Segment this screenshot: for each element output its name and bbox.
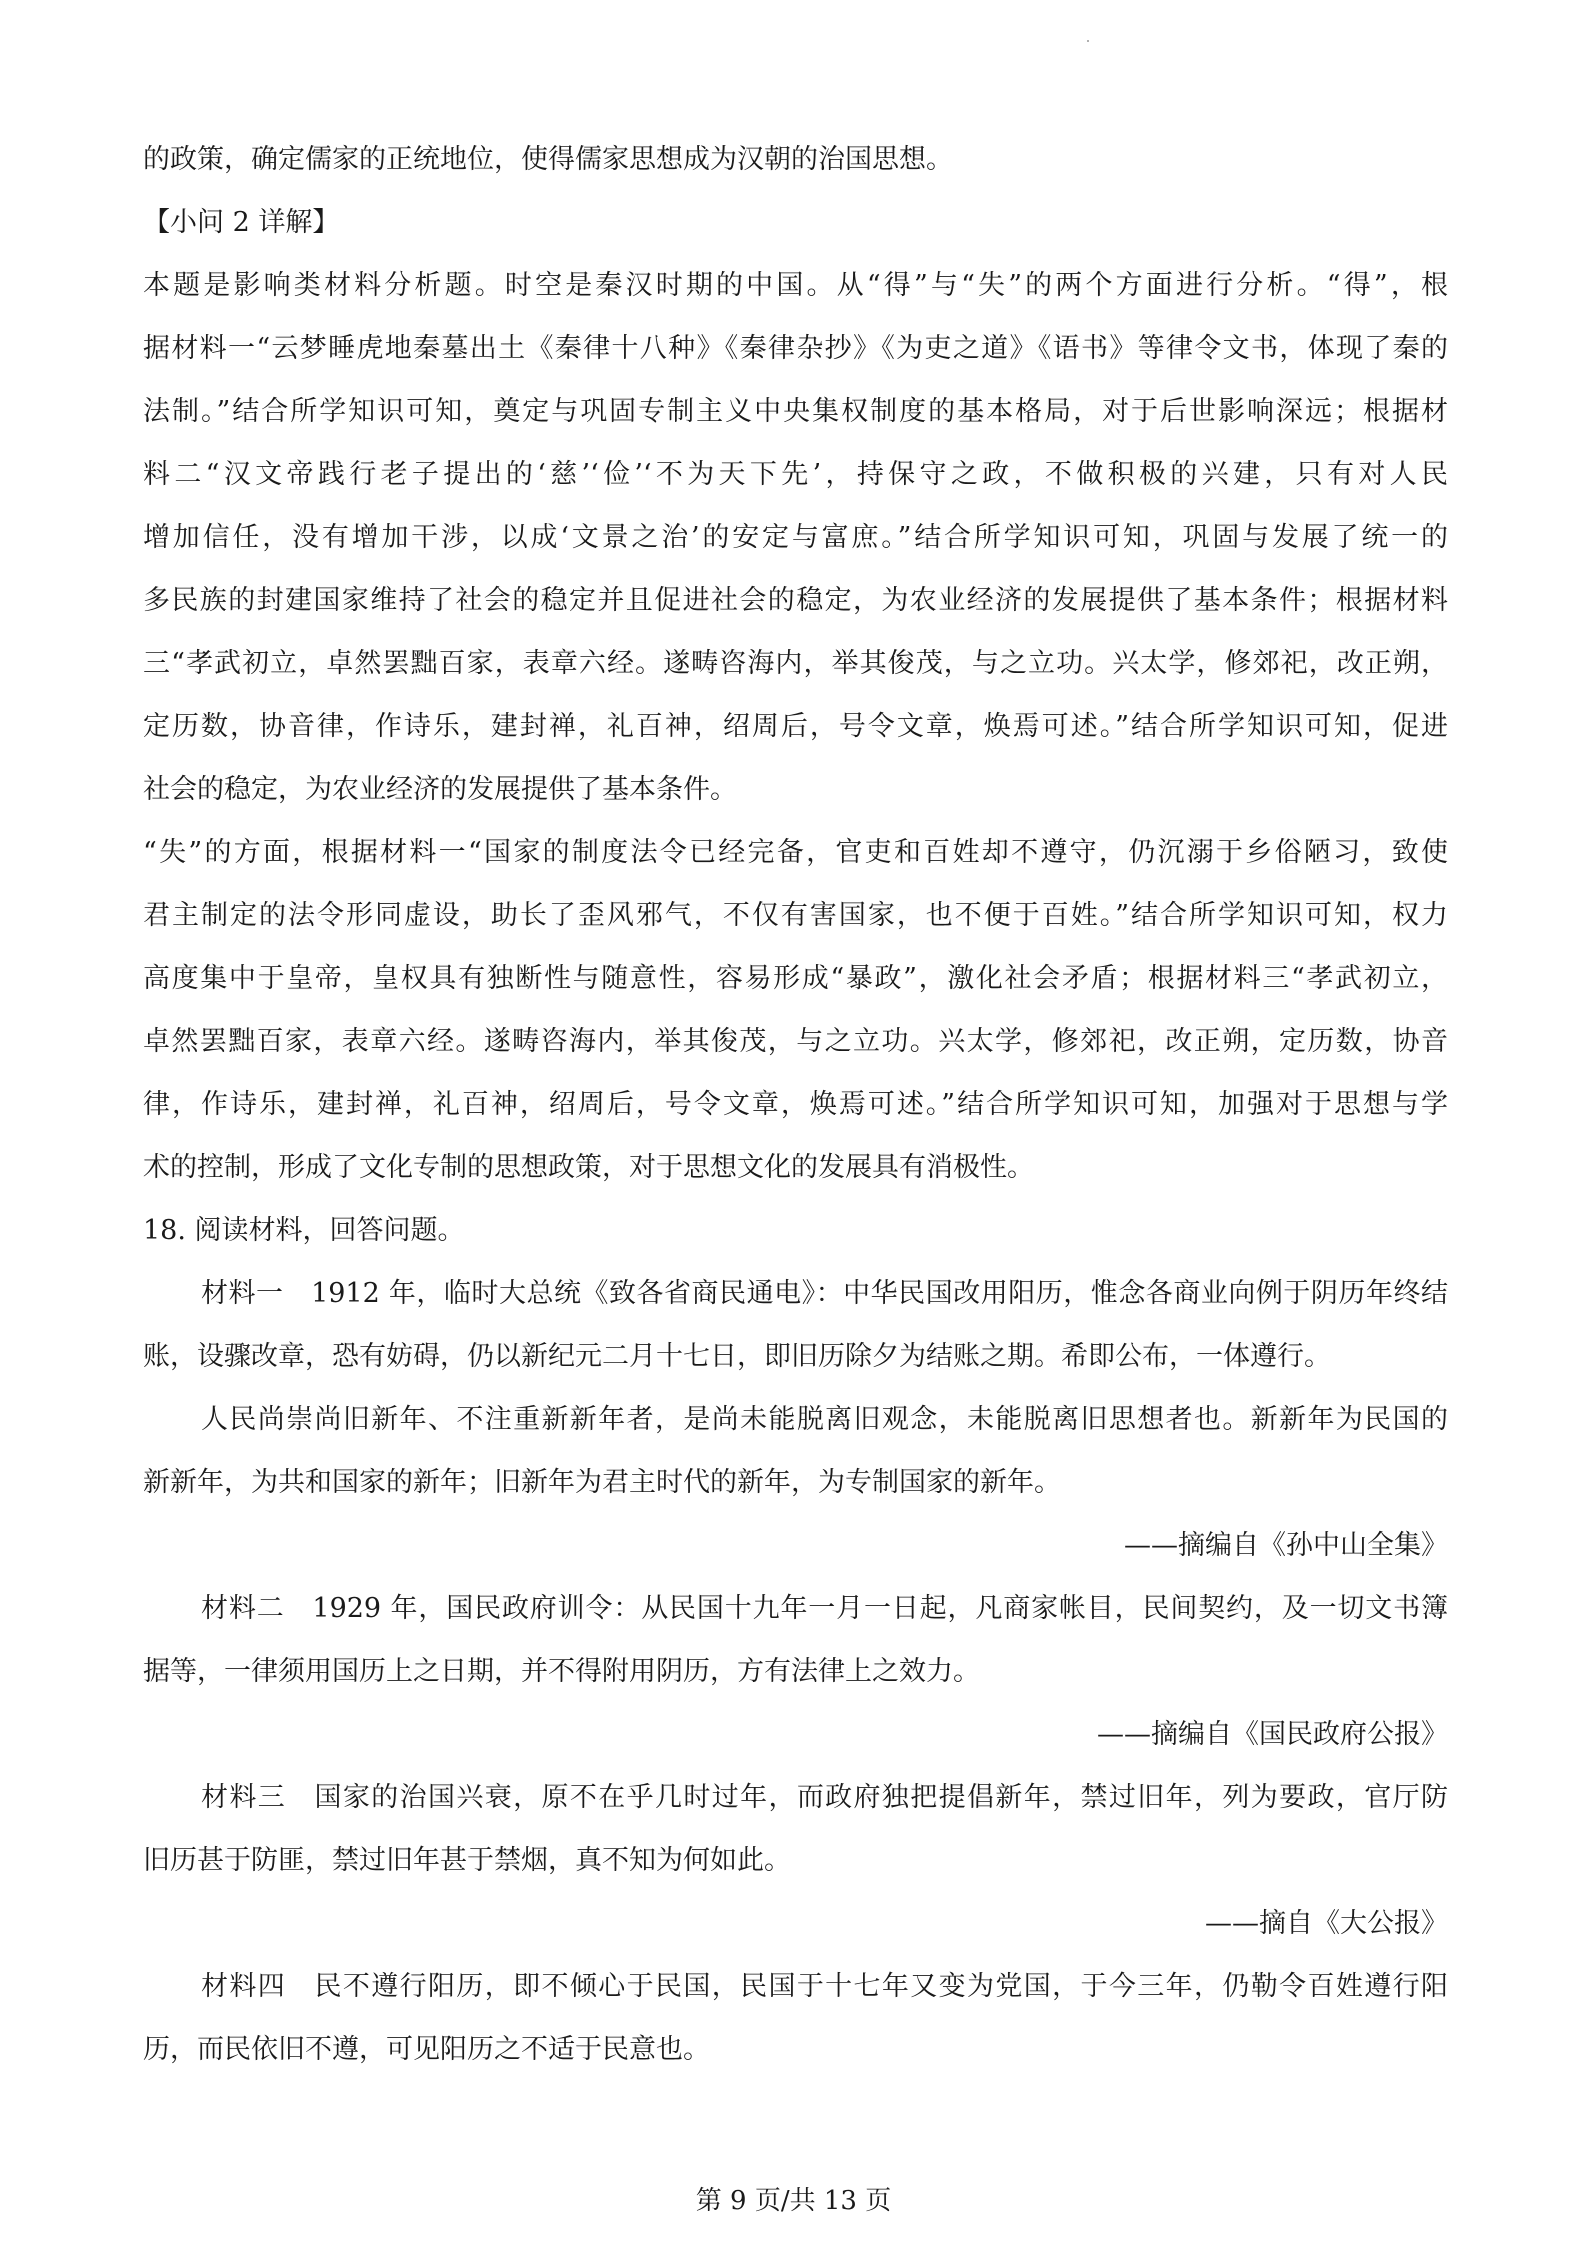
- material-line: 旧历甚于防匪，禁过旧年甚于禁烟，真不知为何如此。: [143, 1845, 791, 1876]
- text-line: 卓然罢黜百家，表章六经。遂畴咨海内，举其俊茂，与之立功。兴太学，修郊祀，改正朔，定历数，协音: [143, 1026, 1448, 1057]
- subquestion-2-heading: 【小问 2 详解】: [143, 207, 340, 238]
- text-line: 本题是影响类材料分析题。时空是秦汉时期的中国。从“得”与“失”的两个方面进行分析。“得”，根: [143, 270, 1448, 301]
- text-line: 高度集中于皇帝，皇权具有独断性与随意性，容易形成“暴政”，激化社会矛盾；根据材料三“孝武初立，: [143, 963, 1448, 994]
- page-number-footer: 第 9 页/共 13 页: [695, 2186, 892, 2216]
- material-1: [143, 1262, 1448, 1577]
- text-line: 定历数，协音律，作诗乐，建封禅，礼百神，绍周后，号令文章，焕焉可述。”结合所学知识可知，促进: [143, 711, 1448, 742]
- text-line: 增加信任，没有增加干涉，以成‘文景之治’的安定与富庶。”结合所学知识可知，巩固与发展了统一的: [143, 522, 1448, 553]
- text-line: 三“孝武初立，卓然罢黜百家，表章六经。遂畴咨海内，举其俊茂，与之立功。兴太学，修郊祀，改正朔，: [143, 648, 1448, 679]
- material-line: 材料四 民不遵行阳历，即不倾心于民国，民国于十七年又变为党国，于今三年，仍勒令百姓遵行阳: [201, 1971, 1448, 2002]
- material-line: 材料三 国家的治国兴衰，原不在乎几时过年，而政府独把提倡新年，禁过旧年，列为要政，官厅防: [201, 1782, 1448, 1813]
- material-source: ——摘自《大公报》: [1205, 1908, 1448, 1939]
- material-line: 新新年，为共和国家的新年；旧新年为君主时代的新年，为专制国家的新年。: [143, 1467, 1061, 1498]
- text-line: 君主制定的法令形同虚设，助长了歪风邪气，不仅有害国家，也不便于百姓。”结合所学知识可知，权力: [143, 900, 1448, 931]
- material-line: 人民尚崇尚旧新年、不注重新新年者，是尚未能脱离旧观念，未能脱离旧思想者也。新新年为民国的: [201, 1404, 1448, 1435]
- material-line: 账，设骤改章，恐有妨碍，仍以新纪元二月十七日，即旧历除夕为结账之期。希即公布，一体遵行。: [143, 1341, 1331, 1372]
- intro-line: 的政策，确定儒家的正统地位，使得儒家思想成为汉朝的治国思想。: [143, 144, 953, 175]
- material-line: 材料一 1912 年，临时大总统《致各省商民通电》：中华民国改用阳历，惟念各商业向例于阴历年终结: [201, 1278, 1448, 1309]
- text-line: 律，作诗乐，建封禅，礼百神，绍周后，号令文章，焕焉可述。”结合所学知识可知，加强对于思想与学: [143, 1089, 1448, 1120]
- text-line: “失”的方面，根据材料一“国家的制度法令已经完备，官吏和百姓却不遵守，仍沉溺于乡俗陋习，致使: [143, 837, 1448, 868]
- analysis-loss-paragraph: [143, 821, 1448, 1199]
- text-line: 据材料一“云梦睡虎地秦墓出土《秦律十八种》《秦律杂抄》《为吏之道》《语书》等律令文书，体现了秦的: [143, 333, 1448, 364]
- document-page: [143, 128, 1448, 2081]
- analysis-gain-paragraph: [143, 254, 1448, 821]
- text-line: 多民族的封建国家维持了社会的稳定并且促进社会的稳定，为农业经济的发展提供了基本条件；根据材料: [143, 585, 1448, 616]
- material-2: [143, 1577, 1448, 1766]
- material-line: 材料二 1929 年，国民政府训令：从民国十九年一月一日起，凡商家帐目，民间契约，及一切文书簿: [201, 1593, 1448, 1624]
- material-source: ——摘编自《国民政府公报》: [1097, 1719, 1448, 1750]
- material-3: [143, 1766, 1448, 1955]
- text-line: 社会的稳定，为农业经济的发展提供了基本条件。: [143, 774, 737, 805]
- material-line: 历，而民依旧不遵，可见阳历之不适于民意也。: [143, 2034, 710, 2065]
- material-4: [143, 1955, 1448, 2081]
- text-line: 术的控制，形成了文化专制的思想政策，对于思想文化的发展具有消极性。: [143, 1152, 1034, 1183]
- question-18-prompt: 18. 阅读材料，回答问题。: [143, 1215, 465, 1246]
- text-line: 法制。”结合所学知识可知，奠定与巩固专制主义中央集权制度的基本格局，对于后世影响深远；根据材: [143, 396, 1448, 427]
- material-source: ——摘编自《孙中山全集》: [1124, 1530, 1448, 1561]
- material-line: 据等，一律须用国历上之日期，并不得附用阴历，方有法律上之效力。: [143, 1656, 980, 1687]
- text-line: 料二“汉文帝践行老子提出的‘慈’‘俭’‘不为天下先’，持保守之政，不做积极的兴建，只有对人民: [143, 459, 1448, 490]
- corner-mark: [1087, 40, 1089, 42]
